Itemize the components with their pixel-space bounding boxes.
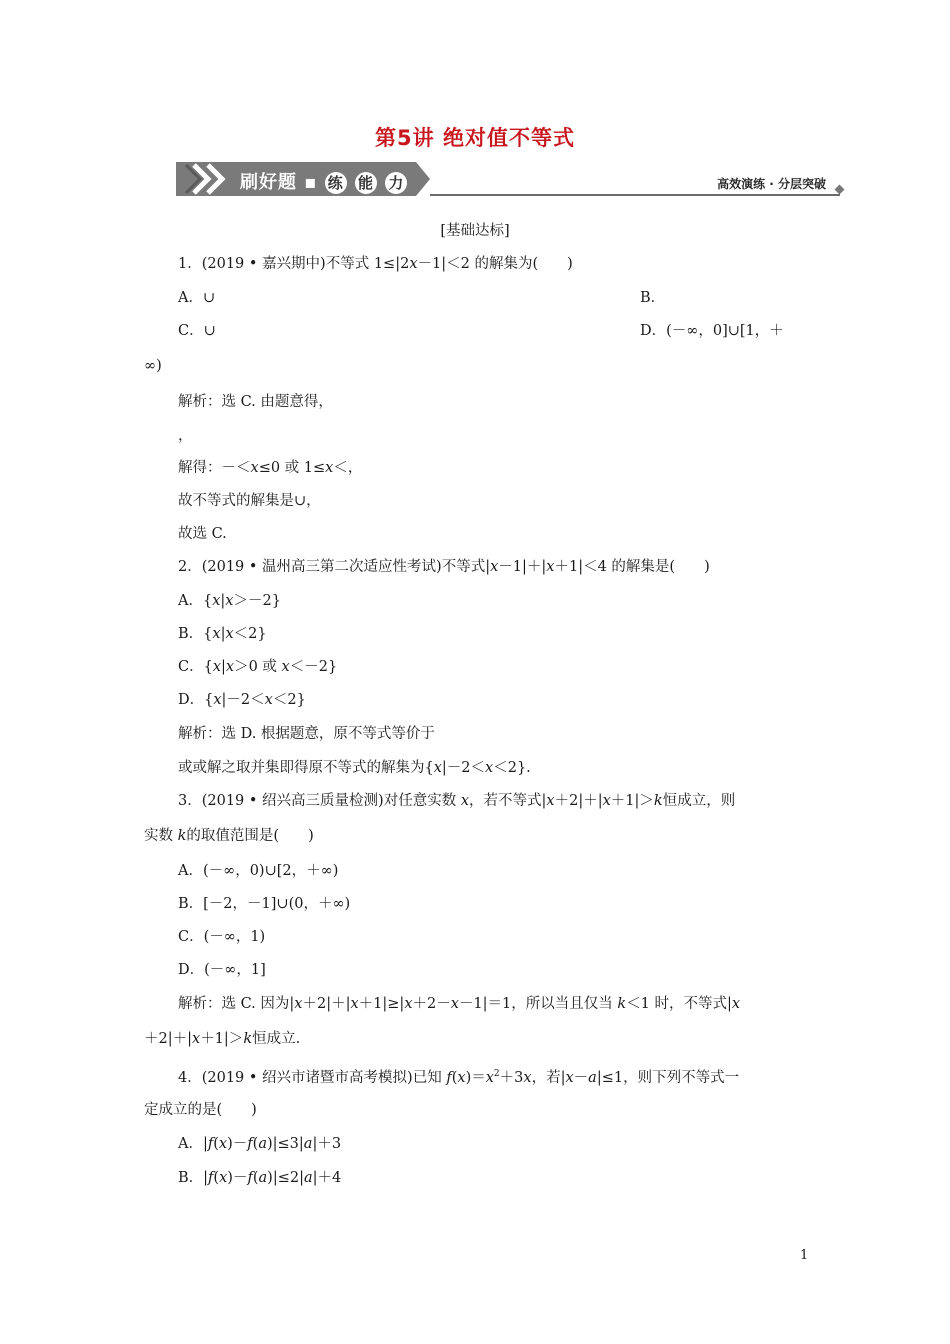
q3-option-b: B．[－2，－1]∪(0，＋∞) (178, 896, 351, 912)
q1-solution-2: ， (178, 428, 193, 444)
banner-text (240, 168, 408, 194)
q1-option-b: B． (640, 290, 666, 306)
q1-solution-4: 故不等式的解集是∪， (178, 493, 321, 509)
banner-prefix: 刷好题 (240, 172, 297, 193)
q2-stem: 2．(2019 • 温州高三第二次适应性考试)不等式|x－1|＋|x＋1|＜4 的解集是( ) (178, 559, 710, 575)
q1-solution-3: 解得：－＜x≤0 或 1≤x＜， (178, 460, 363, 476)
q1-solution-1: 解析：选 C. 由题意得， (178, 394, 333, 410)
diamond-icon (835, 185, 845, 195)
section-heading: [基础达标] (440, 223, 510, 239)
q1-option-d: D．(－∞，0]∪[1，＋ (640, 323, 784, 339)
q2-option-c: C．{x|x＞0 或 x＜－2} (178, 659, 338, 675)
header-rule (430, 194, 840, 196)
banner-char-3: 力 (385, 172, 407, 194)
q1-solution-5: 故选 C. (178, 526, 227, 542)
q1-option-d-cont: ∞) (144, 358, 162, 374)
q2-solution-1: 解析：选 D. 根据题意，原不等式等价于 (178, 726, 435, 742)
banner-dot: ▪ (304, 172, 318, 193)
q3-stem-1: 3．(2019 • 绍兴高三质量检测)对任意实数 x，若不等式|x＋2|＋|x＋1|＞k恒成立，则 (178, 793, 736, 809)
page-title: 第5讲 绝对值不等式 (375, 126, 575, 150)
q3-solution-1: 解析：选 C. 因为|x＋2|＋|x＋1|≥|x＋2－x－1|＝1，所以当且仅当 k＜1 时，不等式|x (178, 996, 741, 1012)
banner-subtitle: 高效演练 · 分层突破 (717, 177, 826, 191)
q2-option-d: D．{x|－2＜x＜2} (178, 692, 306, 708)
q1-stem: 1．(2019 • 嘉兴期中)不等式 1≤|2x－1|＜2 的解集为( ) (178, 256, 573, 272)
q1-option-a: A．∪ (178, 290, 216, 306)
q3-option-c: C．(－∞，1) (178, 929, 266, 945)
q2-option-b: B．{x|x＜2} (178, 626, 267, 642)
q3-option-d: D．(－∞，1] (178, 962, 266, 978)
q4-stem-1: 4．(2019 • 绍兴市诸暨市高考模拟)已知 $f(x)=x^2+3x$，若|x－a|≤1，则下列不等式一 (178, 1069, 740, 1086)
page-number: 1 (800, 1248, 809, 1263)
banner-char-2: 能 (355, 172, 377, 194)
q3-option-a: A．(－∞，0)∪[2，＋∞) (178, 863, 339, 879)
q2-solution-2: 或或解之取并集即得原不等式的解集为{x|－2＜x＜2}. (178, 760, 531, 776)
section-banner (176, 162, 430, 196)
q4-option-a: A．|f(x)－f(a)|≤3|a|＋3 (178, 1136, 342, 1152)
q1-option-c: C．∪ (178, 323, 216, 339)
q3-stem-2: 实数 k的取值范围是( ) (144, 828, 314, 844)
q4-stem-2: 定成立的是( ) (144, 1102, 257, 1118)
q3-solution-2: ＋2|＋|x＋1|＞k恒成立. (144, 1031, 301, 1047)
banner-char-1: 练 (325, 172, 347, 194)
q4-option-b: B．|f(x)－f(a)|≤2|a|＋4 (178, 1170, 342, 1186)
q2-option-a: A．{x|x＞－2} (178, 593, 281, 609)
